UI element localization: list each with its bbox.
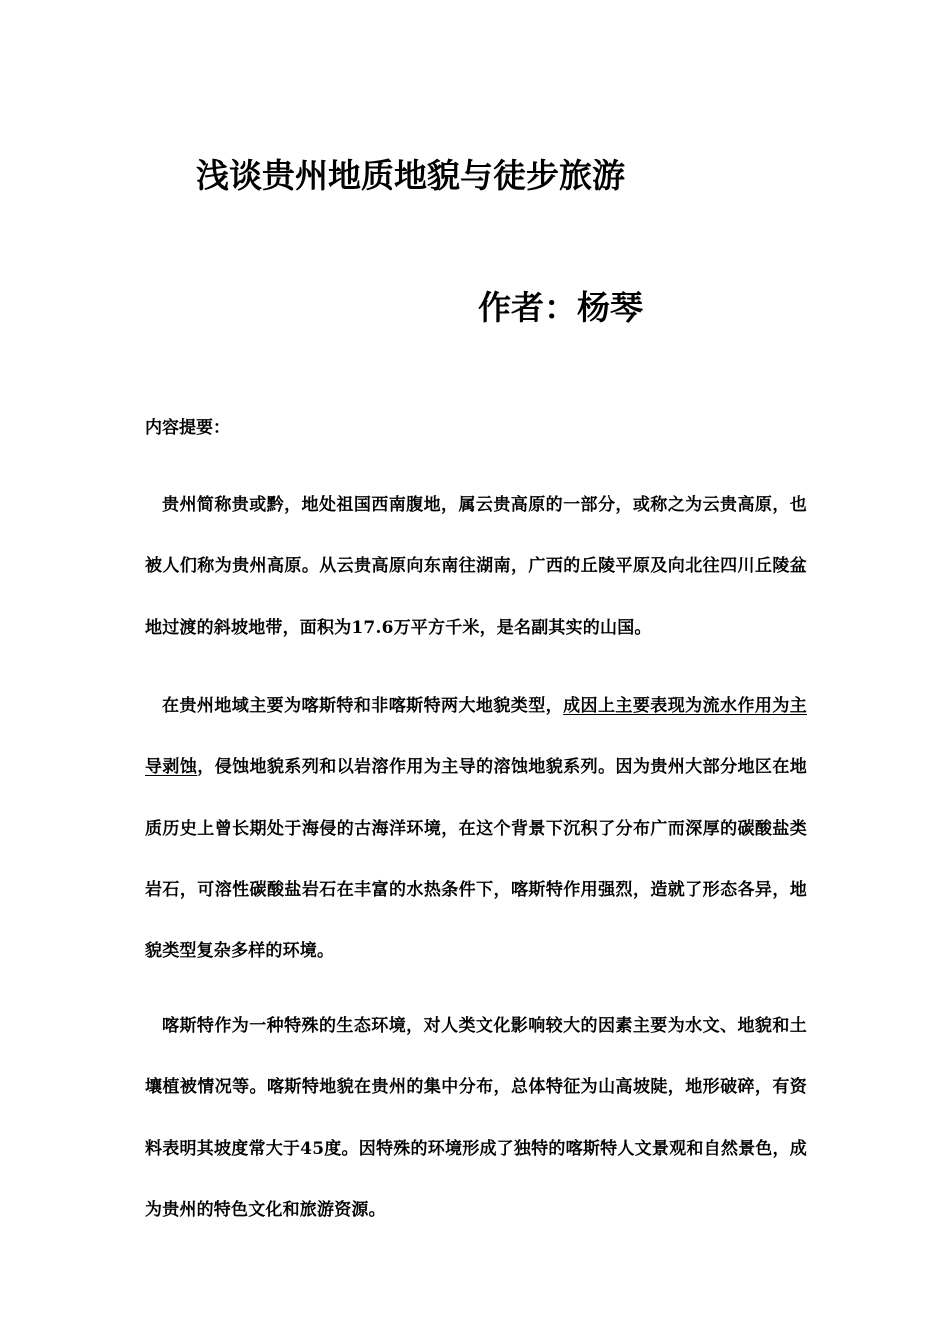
- paragraph-1: 贵州简称贵或黔，地处祖国西南腹地，属云贵高原的一部分，或称之为云贵高原，也被人们称为贵州高原。从云贵高原向东南往湖南，广西的丘陵平原及向北往四川丘陵盆地过渡的斜坡地带，面积为17.6万平方千米，是名副其实的山国。: [145, 495, 807, 638]
- paragraph-2-before: 在贵州地域主要为喀斯特和非喀斯特两大地貌类型，: [162, 696, 564, 716]
- summary-label: 内容提要：: [145, 418, 230, 438]
- paragraph-3: 喀斯特作为一种特殊的生态环境，对人类文化影响较大的因素主要为水文、地貌和土壤植被情况等。喀斯特地貌在贵州的集中分布，总体特征为山高坡陡，地形破碎，有资料表明其坡度常大于45度。因特殊的环境形成了独特的喀斯特人文景观和自然景色，成为贵州的特色文化和旅游资源。: [145, 1016, 807, 1220]
- paragraph-2-underlined-phrase: 成因上主要表现为流水作用为主导剥蚀: [145, 696, 807, 778]
- document-title: 浅谈贵州地质地貌与徒步旅游: [196, 156, 625, 195]
- paragraph-2: [145, 676, 807, 982]
- author-line: 作者：杨琴: [478, 288, 643, 327]
- paragraph-2-after: ，侵蚀地貌系列和以岩溶作用为主导的溶蚀地貌系列。因为贵州大部分地区在地质历史上曾长期处于海侵的古海洋环境，在这个背景下沉积了分布广而深厚的碳酸盐类岩石，可溶性碳酸盐岩石在丰富的水热条件下，喀斯特作用强烈，造就了形态各异，地貌类型复杂多样的环境。: [145, 757, 807, 962]
